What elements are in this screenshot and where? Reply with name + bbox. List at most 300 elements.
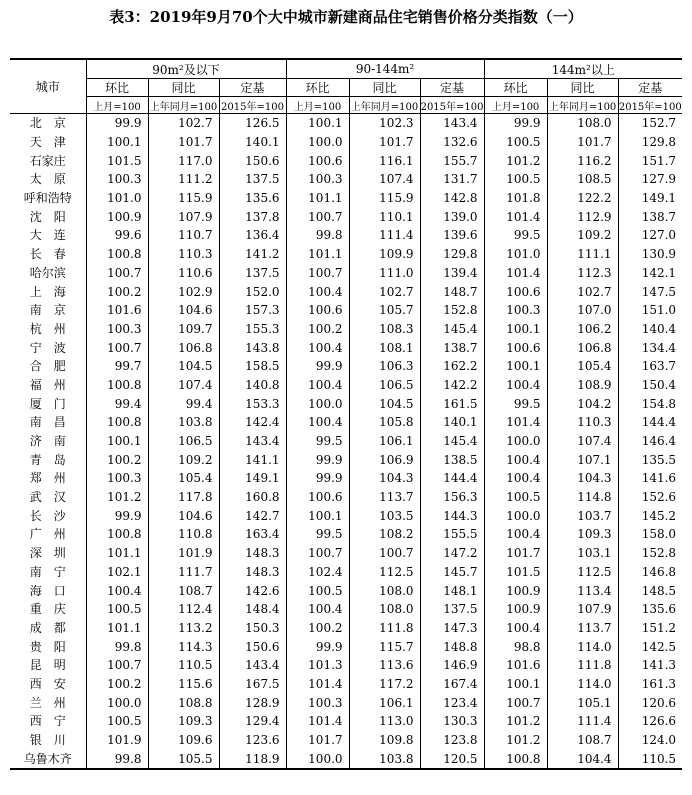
subhead-yoy: 同比 (349, 79, 420, 97)
index-value: 122.2 (547, 189, 618, 208)
city-name: 杭 州 (29, 321, 66, 336)
table-row (10, 357, 682, 376)
index-value: 129.8 (420, 245, 484, 264)
index-value: 100.7 (86, 656, 148, 675)
index-value: 109.2 (148, 450, 219, 469)
city-name: 青 岛 (29, 452, 66, 467)
index-value: 101.5 (484, 563, 547, 582)
index-value: 102.9 (148, 282, 219, 301)
index-value: 138.7 (618, 207, 682, 226)
index-value: 108.3 (349, 320, 420, 339)
subhead-fixed: 定基 (219, 79, 286, 97)
index-value: 101.7 (484, 544, 547, 563)
index-value: 139.4 (420, 264, 484, 283)
index-value: 142.8 (420, 189, 484, 208)
subhead-fixed: 定基 (618, 79, 682, 97)
index-value: 150.3 (219, 619, 286, 638)
index-value: 100.0 (286, 749, 349, 769)
index-value: 146.9 (420, 656, 484, 675)
index-value: 149.1 (618, 189, 682, 208)
index-value: 99.9 (86, 506, 148, 525)
index-value: 145.7 (420, 563, 484, 582)
index-value: 135.6 (618, 600, 682, 619)
index-value: 100.0 (286, 133, 349, 152)
table-row (10, 189, 682, 208)
price-index-table (10, 58, 682, 770)
index-value: 105.1 (547, 693, 618, 712)
index-value: 117.8 (148, 488, 219, 507)
city-name: 深 圳 (29, 546, 66, 561)
city-name: 南 昌 (29, 415, 66, 430)
index-value: 100.0 (86, 693, 148, 712)
table-row (10, 282, 682, 301)
city-name: 宁 波 (29, 340, 66, 355)
index-value: 108.5 (547, 170, 618, 189)
base-label-fixed: 2015年=100 (618, 97, 682, 114)
table-row (10, 488, 682, 507)
index-value: 99.5 (286, 525, 349, 544)
index-value: 158.0 (618, 525, 682, 544)
index-value: 101.1 (86, 619, 148, 638)
index-value: 148.4 (219, 600, 286, 619)
index-value: 100.8 (86, 376, 148, 395)
index-value: 152.8 (618, 544, 682, 563)
index-value: 114.0 (547, 675, 618, 694)
index-value: 99.5 (484, 394, 547, 413)
index-value: 100.7 (286, 207, 349, 226)
index-value: 99.5 (484, 226, 547, 245)
index-value: 167.4 (420, 675, 484, 694)
index-value: 104.6 (148, 301, 219, 320)
index-value: 106.2 (547, 320, 618, 339)
index-value: 105.4 (148, 469, 219, 488)
index-value: 142.4 (219, 413, 286, 432)
index-value: 143.8 (219, 338, 286, 357)
index-value: 106.5 (148, 432, 219, 451)
index-value: 102.4 (286, 563, 349, 582)
index-value: 100.6 (286, 301, 349, 320)
index-value: 99.8 (86, 749, 148, 769)
index-value: 105.4 (547, 357, 618, 376)
table-row (10, 376, 682, 395)
index-value: 102.7 (349, 282, 420, 301)
city-name: 银 川 (29, 733, 66, 748)
index-value: 101.9 (148, 544, 219, 563)
city-name: 昆 明 (29, 658, 66, 673)
index-value: 101.3 (286, 656, 349, 675)
index-value: 99.6 (86, 226, 148, 245)
city-name: 沈 阳 (29, 209, 66, 224)
index-value: 129.8 (618, 133, 682, 152)
index-value: 100.5 (86, 712, 148, 731)
index-value: 100.6 (484, 282, 547, 301)
index-value: 101.8 (484, 189, 547, 208)
index-value: 100.5 (286, 581, 349, 600)
table-row (10, 675, 682, 694)
index-value: 142.6 (219, 581, 286, 600)
index-value: 128.9 (219, 693, 286, 712)
index-value: 100.3 (286, 170, 349, 189)
index-value: 100.2 (286, 619, 349, 638)
index-value: 107.4 (148, 376, 219, 395)
index-value: 103.8 (349, 749, 420, 769)
city-name: 长 沙 (29, 508, 66, 523)
index-value: 100.0 (484, 506, 547, 525)
index-value: 107.9 (547, 600, 618, 619)
subhead-mom: 环比 (86, 79, 148, 97)
index-value: 140.4 (618, 320, 682, 339)
index-value: 101.4 (286, 712, 349, 731)
index-value: 108.0 (547, 114, 618, 133)
city-name: 西 安 (29, 676, 66, 691)
index-value: 101.7 (148, 133, 219, 152)
index-value: 148.1 (420, 581, 484, 600)
base-row (10, 97, 682, 114)
index-value: 145.4 (420, 320, 484, 339)
index-value: 101.5 (86, 151, 148, 170)
index-value: 135.6 (219, 189, 286, 208)
index-value: 100.3 (86, 170, 148, 189)
city-name: 重 庆 (29, 602, 66, 617)
index-value: 155.7 (420, 151, 484, 170)
table-row (10, 469, 682, 488)
index-value: 100.4 (484, 619, 547, 638)
index-value: 113.4 (547, 581, 618, 600)
index-value: 108.7 (148, 581, 219, 600)
subhead-yoy: 同比 (148, 79, 219, 97)
index-value: 100.4 (484, 376, 547, 395)
index-value: 101.1 (286, 245, 349, 264)
index-value: 100.0 (286, 394, 349, 413)
index-value: 115.9 (349, 189, 420, 208)
index-value: 100.4 (484, 469, 547, 488)
index-value: 130.3 (420, 712, 484, 731)
index-value: 141.2 (219, 245, 286, 264)
index-value: 100.4 (286, 376, 349, 395)
index-value: 109.6 (148, 731, 219, 750)
city-name: 长 春 (29, 247, 66, 262)
table-row (10, 207, 682, 226)
index-value: 102.3 (349, 114, 420, 133)
index-value: 141.3 (618, 656, 682, 675)
index-value: 100.1 (86, 432, 148, 451)
index-value: 142.7 (219, 506, 286, 525)
subhead-yoy: 同比 (547, 79, 618, 97)
index-value: 101.1 (86, 544, 148, 563)
index-value: 100.4 (484, 525, 547, 544)
index-value: 162.2 (420, 357, 484, 376)
base-label-yoy: 上年同月=100 (148, 97, 219, 114)
index-value: 113.0 (349, 712, 420, 731)
base-label-mom: 上月=100 (86, 97, 148, 114)
base-label-yoy: 上年同月=100 (349, 97, 420, 114)
subhead-fixed: 定基 (420, 79, 484, 97)
index-value: 99.7 (86, 357, 148, 376)
index-value: 114.0 (547, 637, 618, 656)
index-value: 100.7 (484, 693, 547, 712)
index-value: 106.8 (547, 338, 618, 357)
index-value: 146.8 (618, 563, 682, 582)
index-value: 157.3 (219, 301, 286, 320)
index-value: 102.1 (86, 563, 148, 582)
index-value: 110.8 (148, 525, 219, 544)
index-value: 106.5 (349, 376, 420, 395)
index-value: 106.9 (349, 450, 420, 469)
table-row (10, 114, 682, 133)
index-value: 143.4 (219, 432, 286, 451)
index-value: 134.4 (618, 338, 682, 357)
index-value: 99.9 (484, 114, 547, 133)
index-value: 100.4 (286, 338, 349, 357)
index-value: 123.6 (219, 731, 286, 750)
index-value: 100.5 (86, 600, 148, 619)
city-name: 北 京 (29, 116, 66, 131)
index-value: 100.8 (86, 245, 148, 264)
table-row (10, 320, 682, 339)
index-value: 140.1 (420, 413, 484, 432)
base-label-fixed: 2015年=100 (420, 97, 484, 114)
city-name: 太 原 (29, 172, 66, 187)
index-value: 145.4 (420, 432, 484, 451)
city-name: 厦 门 (29, 396, 66, 411)
index-value: 101.2 (484, 151, 547, 170)
table-row (10, 637, 682, 656)
index-value: 146.4 (618, 432, 682, 451)
index-value: 127.9 (618, 170, 682, 189)
table-title: 表3：2019年9月70个大中城市新建商品住宅销售价格分类指数（一） (109, 8, 583, 26)
index-value: 112.9 (547, 207, 618, 226)
index-value: 100.0 (484, 432, 547, 451)
index-value: 100.5 (484, 133, 547, 152)
table-row (10, 245, 682, 264)
index-value: 112.3 (547, 264, 618, 283)
index-value: 99.9 (286, 469, 349, 488)
index-value: 101.4 (484, 413, 547, 432)
index-value: 135.5 (618, 450, 682, 469)
index-value: 100.7 (349, 544, 420, 563)
index-value: 100.2 (86, 675, 148, 694)
index-value: 109.2 (547, 226, 618, 245)
index-value: 130.9 (618, 245, 682, 264)
city-name: 石家庄 (29, 153, 66, 168)
index-value: 107.4 (349, 170, 420, 189)
index-value: 104.6 (148, 506, 219, 525)
index-value: 111.1 (547, 245, 618, 264)
index-value: 100.1 (484, 320, 547, 339)
index-value: 109.3 (547, 525, 618, 544)
table-body (10, 114, 682, 770)
index-value: 113.2 (148, 619, 219, 638)
group-header-small: 90m²及以下 (86, 59, 286, 79)
base-label-yoy: 上年同月=100 (547, 97, 618, 114)
table-row (10, 619, 682, 638)
index-value: 140.1 (219, 133, 286, 152)
index-value: 115.7 (349, 637, 420, 656)
index-value: 107.1 (547, 450, 618, 469)
index-value: 100.1 (484, 675, 547, 694)
index-value: 139.6 (420, 226, 484, 245)
group-header-medium: 90-144m² (286, 59, 484, 79)
index-value: 111.8 (547, 656, 618, 675)
city-name: 济 南 (29, 434, 66, 449)
table-row (10, 749, 682, 769)
city-name: 兰 州 (29, 695, 66, 710)
index-value: 103.7 (547, 506, 618, 525)
index-value: 99.4 (86, 394, 148, 413)
table-row (10, 264, 682, 283)
index-value: 104.3 (349, 469, 420, 488)
index-value: 131.7 (420, 170, 484, 189)
city-name: 乌鲁木齐 (10, 749, 86, 769)
city-name: 合 肥 (29, 359, 66, 374)
index-value: 137.5 (219, 264, 286, 283)
index-value: 101.6 (86, 301, 148, 320)
index-value: 163.4 (219, 525, 286, 544)
index-value: 100.2 (86, 282, 148, 301)
index-value: 100.4 (86, 581, 148, 600)
index-value: 100.8 (86, 525, 148, 544)
table-row (10, 394, 682, 413)
index-value: 100.3 (484, 301, 547, 320)
index-value: 111.8 (349, 619, 420, 638)
index-value: 104.5 (148, 357, 219, 376)
group-header-large: 144m²以上 (484, 59, 682, 79)
index-value: 148.3 (219, 544, 286, 563)
index-value: 138.7 (420, 338, 484, 357)
city-name: 呼和浩特 (23, 191, 72, 206)
index-value: 112.5 (547, 563, 618, 582)
index-value: 110.5 (148, 656, 219, 675)
index-value: 110.3 (148, 245, 219, 264)
table-row (10, 151, 682, 170)
index-value: 167.5 (219, 675, 286, 694)
subhead-mom: 环比 (286, 79, 349, 97)
index-value: 142.5 (618, 637, 682, 656)
index-value: 100.3 (86, 320, 148, 339)
index-value: 114.3 (148, 637, 219, 656)
base-label-mom: 上月=100 (484, 97, 547, 114)
subhead-mom: 环比 (484, 79, 547, 97)
index-value: 137.5 (219, 170, 286, 189)
index-value: 104.5 (349, 394, 420, 413)
index-value: 111.4 (547, 712, 618, 731)
index-value: 150.4 (618, 376, 682, 395)
index-value: 101.4 (286, 675, 349, 694)
index-value: 106.1 (349, 432, 420, 451)
index-value: 142.1 (618, 264, 682, 283)
index-value: 103.5 (349, 506, 420, 525)
index-value: 101.4 (484, 264, 547, 283)
index-value: 152.6 (618, 488, 682, 507)
index-value: 108.0 (349, 600, 420, 619)
index-value: 104.3 (547, 469, 618, 488)
index-value: 100.7 (286, 544, 349, 563)
index-value: 152.7 (618, 114, 682, 133)
index-value: 152.0 (219, 282, 286, 301)
index-value: 140.8 (219, 376, 286, 395)
index-value: 100.9 (484, 600, 547, 619)
index-value: 147.3 (420, 619, 484, 638)
index-value: 123.4 (420, 693, 484, 712)
index-value: 100.1 (286, 506, 349, 525)
index-value: 143.4 (219, 656, 286, 675)
table-row (10, 133, 682, 152)
index-value: 106.1 (349, 693, 420, 712)
index-value: 113.7 (349, 488, 420, 507)
index-value: 100.8 (484, 749, 547, 769)
index-value: 99.9 (286, 637, 349, 656)
index-value: 100.9 (86, 207, 148, 226)
index-value: 105.5 (148, 749, 219, 769)
index-value: 145.2 (618, 506, 682, 525)
index-value: 99.9 (86, 114, 148, 133)
index-value: 114.8 (547, 488, 618, 507)
index-value: 113.6 (349, 656, 420, 675)
index-value: 102.7 (148, 114, 219, 133)
index-value: 155.5 (420, 525, 484, 544)
table-row (10, 432, 682, 451)
index-value: 163.7 (618, 357, 682, 376)
index-value: 99.9 (286, 450, 349, 469)
index-value: 138.5 (420, 450, 484, 469)
city-name: 福 州 (29, 377, 66, 392)
index-value: 118.9 (219, 749, 286, 769)
index-value: 101.2 (86, 488, 148, 507)
index-value: 113.7 (547, 619, 618, 638)
index-value: 108.7 (547, 731, 618, 750)
index-value: 147.2 (420, 544, 484, 563)
index-value: 123.8 (420, 731, 484, 750)
index-value: 111.4 (349, 226, 420, 245)
index-value: 106.8 (148, 338, 219, 357)
city-name: 海 口 (29, 583, 66, 598)
index-value: 148.5 (618, 581, 682, 600)
subhead-row (10, 79, 682, 97)
index-value: 106.3 (349, 357, 420, 376)
index-value: 101.6 (484, 656, 547, 675)
index-value: 100.5 (484, 488, 547, 507)
index-value: 103.1 (547, 544, 618, 563)
index-value: 110.1 (349, 207, 420, 226)
city-name: 贵 阳 (29, 639, 66, 654)
index-value: 142.2 (420, 376, 484, 395)
city-name: 武 汉 (29, 490, 66, 505)
index-value: 148.8 (420, 637, 484, 656)
index-value: 100.5 (484, 170, 547, 189)
table-row (10, 506, 682, 525)
index-value: 154.8 (618, 394, 682, 413)
index-value: 107.9 (148, 207, 219, 226)
index-value: 127.0 (618, 226, 682, 245)
index-value: 150.6 (219, 637, 286, 656)
index-value: 129.4 (219, 712, 286, 731)
index-value: 107.0 (547, 301, 618, 320)
index-value: 141.1 (219, 450, 286, 469)
index-value: 144.4 (420, 469, 484, 488)
index-value: 100.8 (86, 413, 148, 432)
index-value: 103.8 (148, 413, 219, 432)
base-label-mom: 上月=100 (286, 97, 349, 114)
index-value: 132.6 (420, 133, 484, 152)
index-value: 100.7 (86, 264, 148, 283)
table-row (10, 581, 682, 600)
index-value: 104.4 (547, 749, 618, 769)
table-row (10, 226, 682, 245)
table-row (10, 712, 682, 731)
index-value: 111.2 (148, 170, 219, 189)
city-name: 郑 州 (29, 471, 66, 486)
table-row (10, 544, 682, 563)
